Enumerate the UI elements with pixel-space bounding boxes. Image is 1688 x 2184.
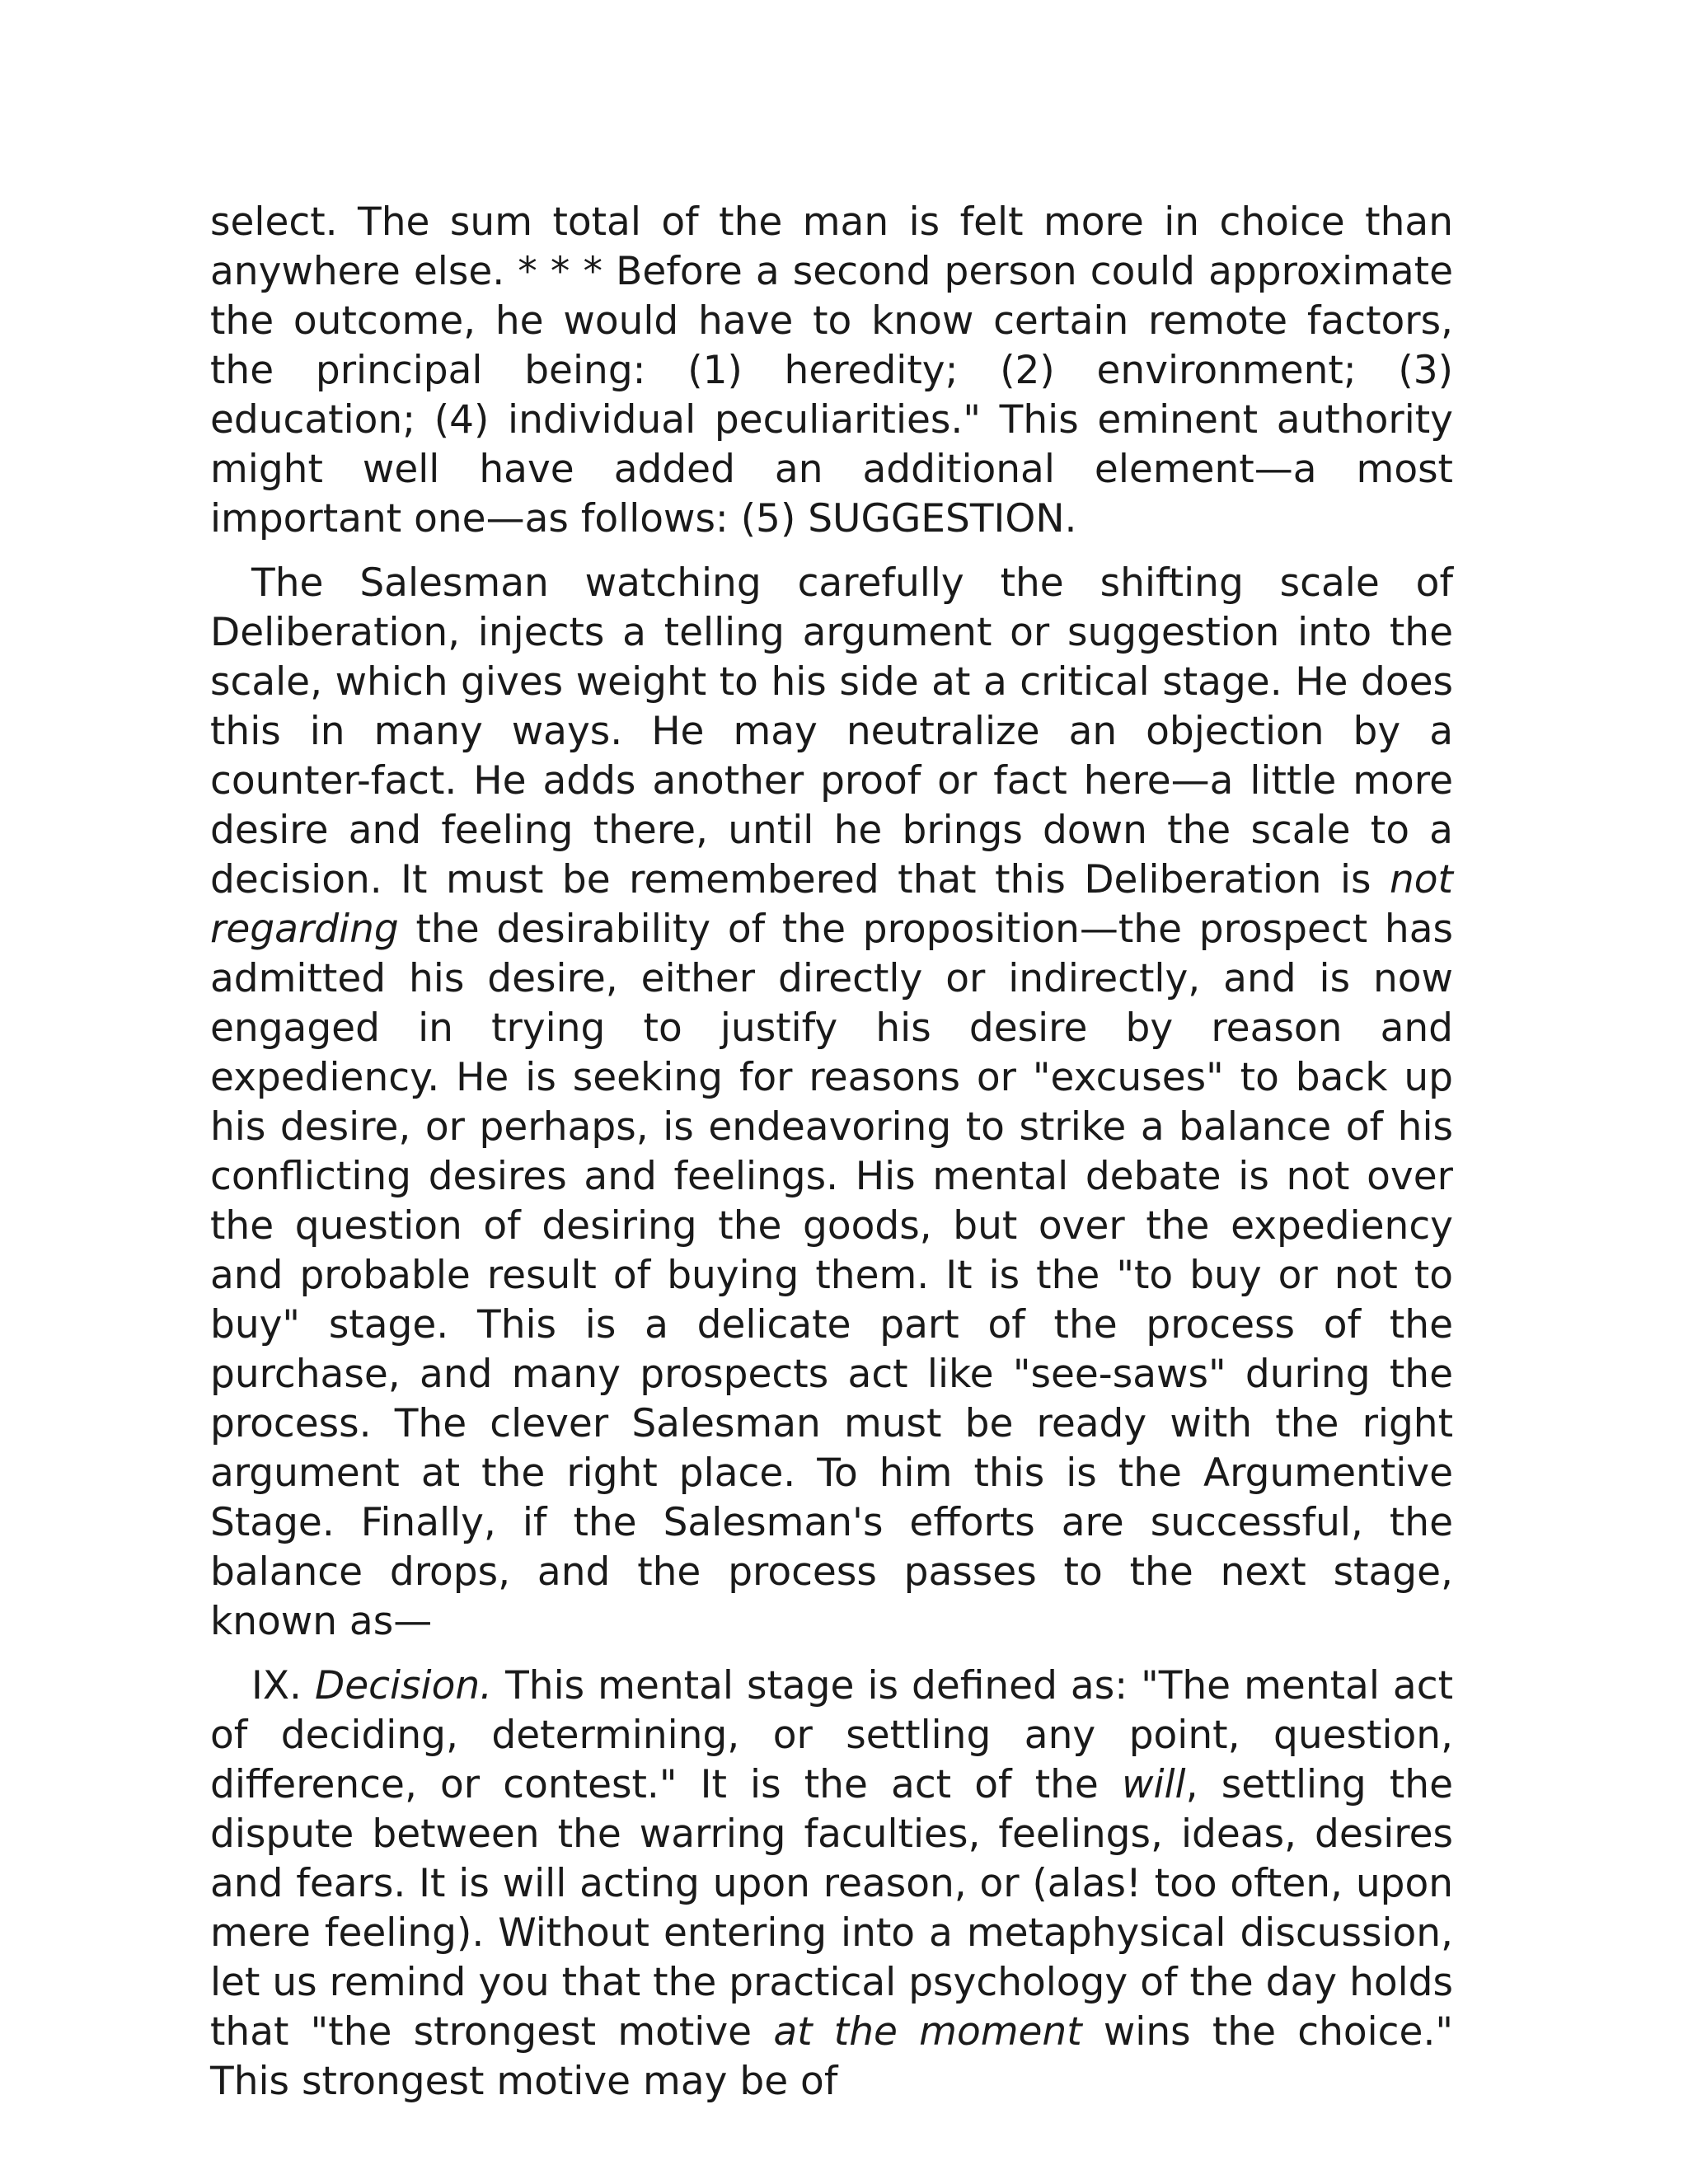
emphasis-text: not regarding (210, 857, 1453, 952)
emphasis-text: at the moment (773, 2009, 1082, 2055)
paragraph-1 (210, 198, 1453, 544)
text-segment: wins the choice." This strongest motive may be of (210, 2009, 1453, 2104)
text-segment: The Salesman watching carefully the shifting scale of Deliberation, injects a telling argument or suggestion into the scale, which gives weight to his side at a critical stage. He does this in many ways. He may neutralize an objection by a counter-fact. He adds another proof or fact here—a little more desire and feeling there, until he brings down the scale to a decision. It must be remembered that this Deliberation is (210, 560, 1453, 902)
text-segment: the desirability of the proposition—the prospect has admitted his desire, either directly or indirectly, and is now engaged in trying to justify his desire by reason and expediency. He is seeking for reasons or "excuses" to back up his desire, or perhaps, is endeavoring to strike a balance of his conflicting desires and feelings. His mental debate is not over the question of desiring the goods, but over the expediency and probable result of buying them. It is the "to buy or not to buy" stage. This is a delicate part of the process of the purchase, and many prospects act like "see-saws" during the process. The clever Salesman must be ready with the right argument at the right place. To him this is the Argumentive Stage. Finally, if the Salesman's efforts are successful, the balance drops, and the process passes to the next stage, known as— (210, 907, 1453, 1644)
paragraph-2 (210, 559, 1453, 1647)
text-segment: This mental stage is defined as: "The mental act of deciding, determining, or settling any point, question, difference, or contest." It is the act of the (210, 1663, 1453, 1807)
emphasis-text: will (1122, 1762, 1186, 1807)
text-segment: select. The sum total of the man is felt more in choice than anywhere else. * * * Before a second person could approximate the outcome, he would have to know certain remote factors, the principal being: (1) heredity; (2) environment; (3) education; (4) individual peculiarities." This eminent authority might well have added an additional element—a most important one—as follows: (5) SUGGESTION. (210, 199, 1453, 541)
text-segment: , settling the dispute between the warring faculties, feelings, ideas, desires and fears. It is will acting upon reason, or (alas! too often, upon mere feeling). Without entering into a metaphysical discussion, let us remind you that the practical psychology of the day holds that "the strongest motive (210, 1762, 1453, 2055)
document-page (210, 198, 1453, 2107)
paragraph-3 (210, 1661, 1453, 2107)
emphasis-text: Decision. (315, 1663, 493, 1708)
text-segment: IX. (251, 1663, 316, 1708)
